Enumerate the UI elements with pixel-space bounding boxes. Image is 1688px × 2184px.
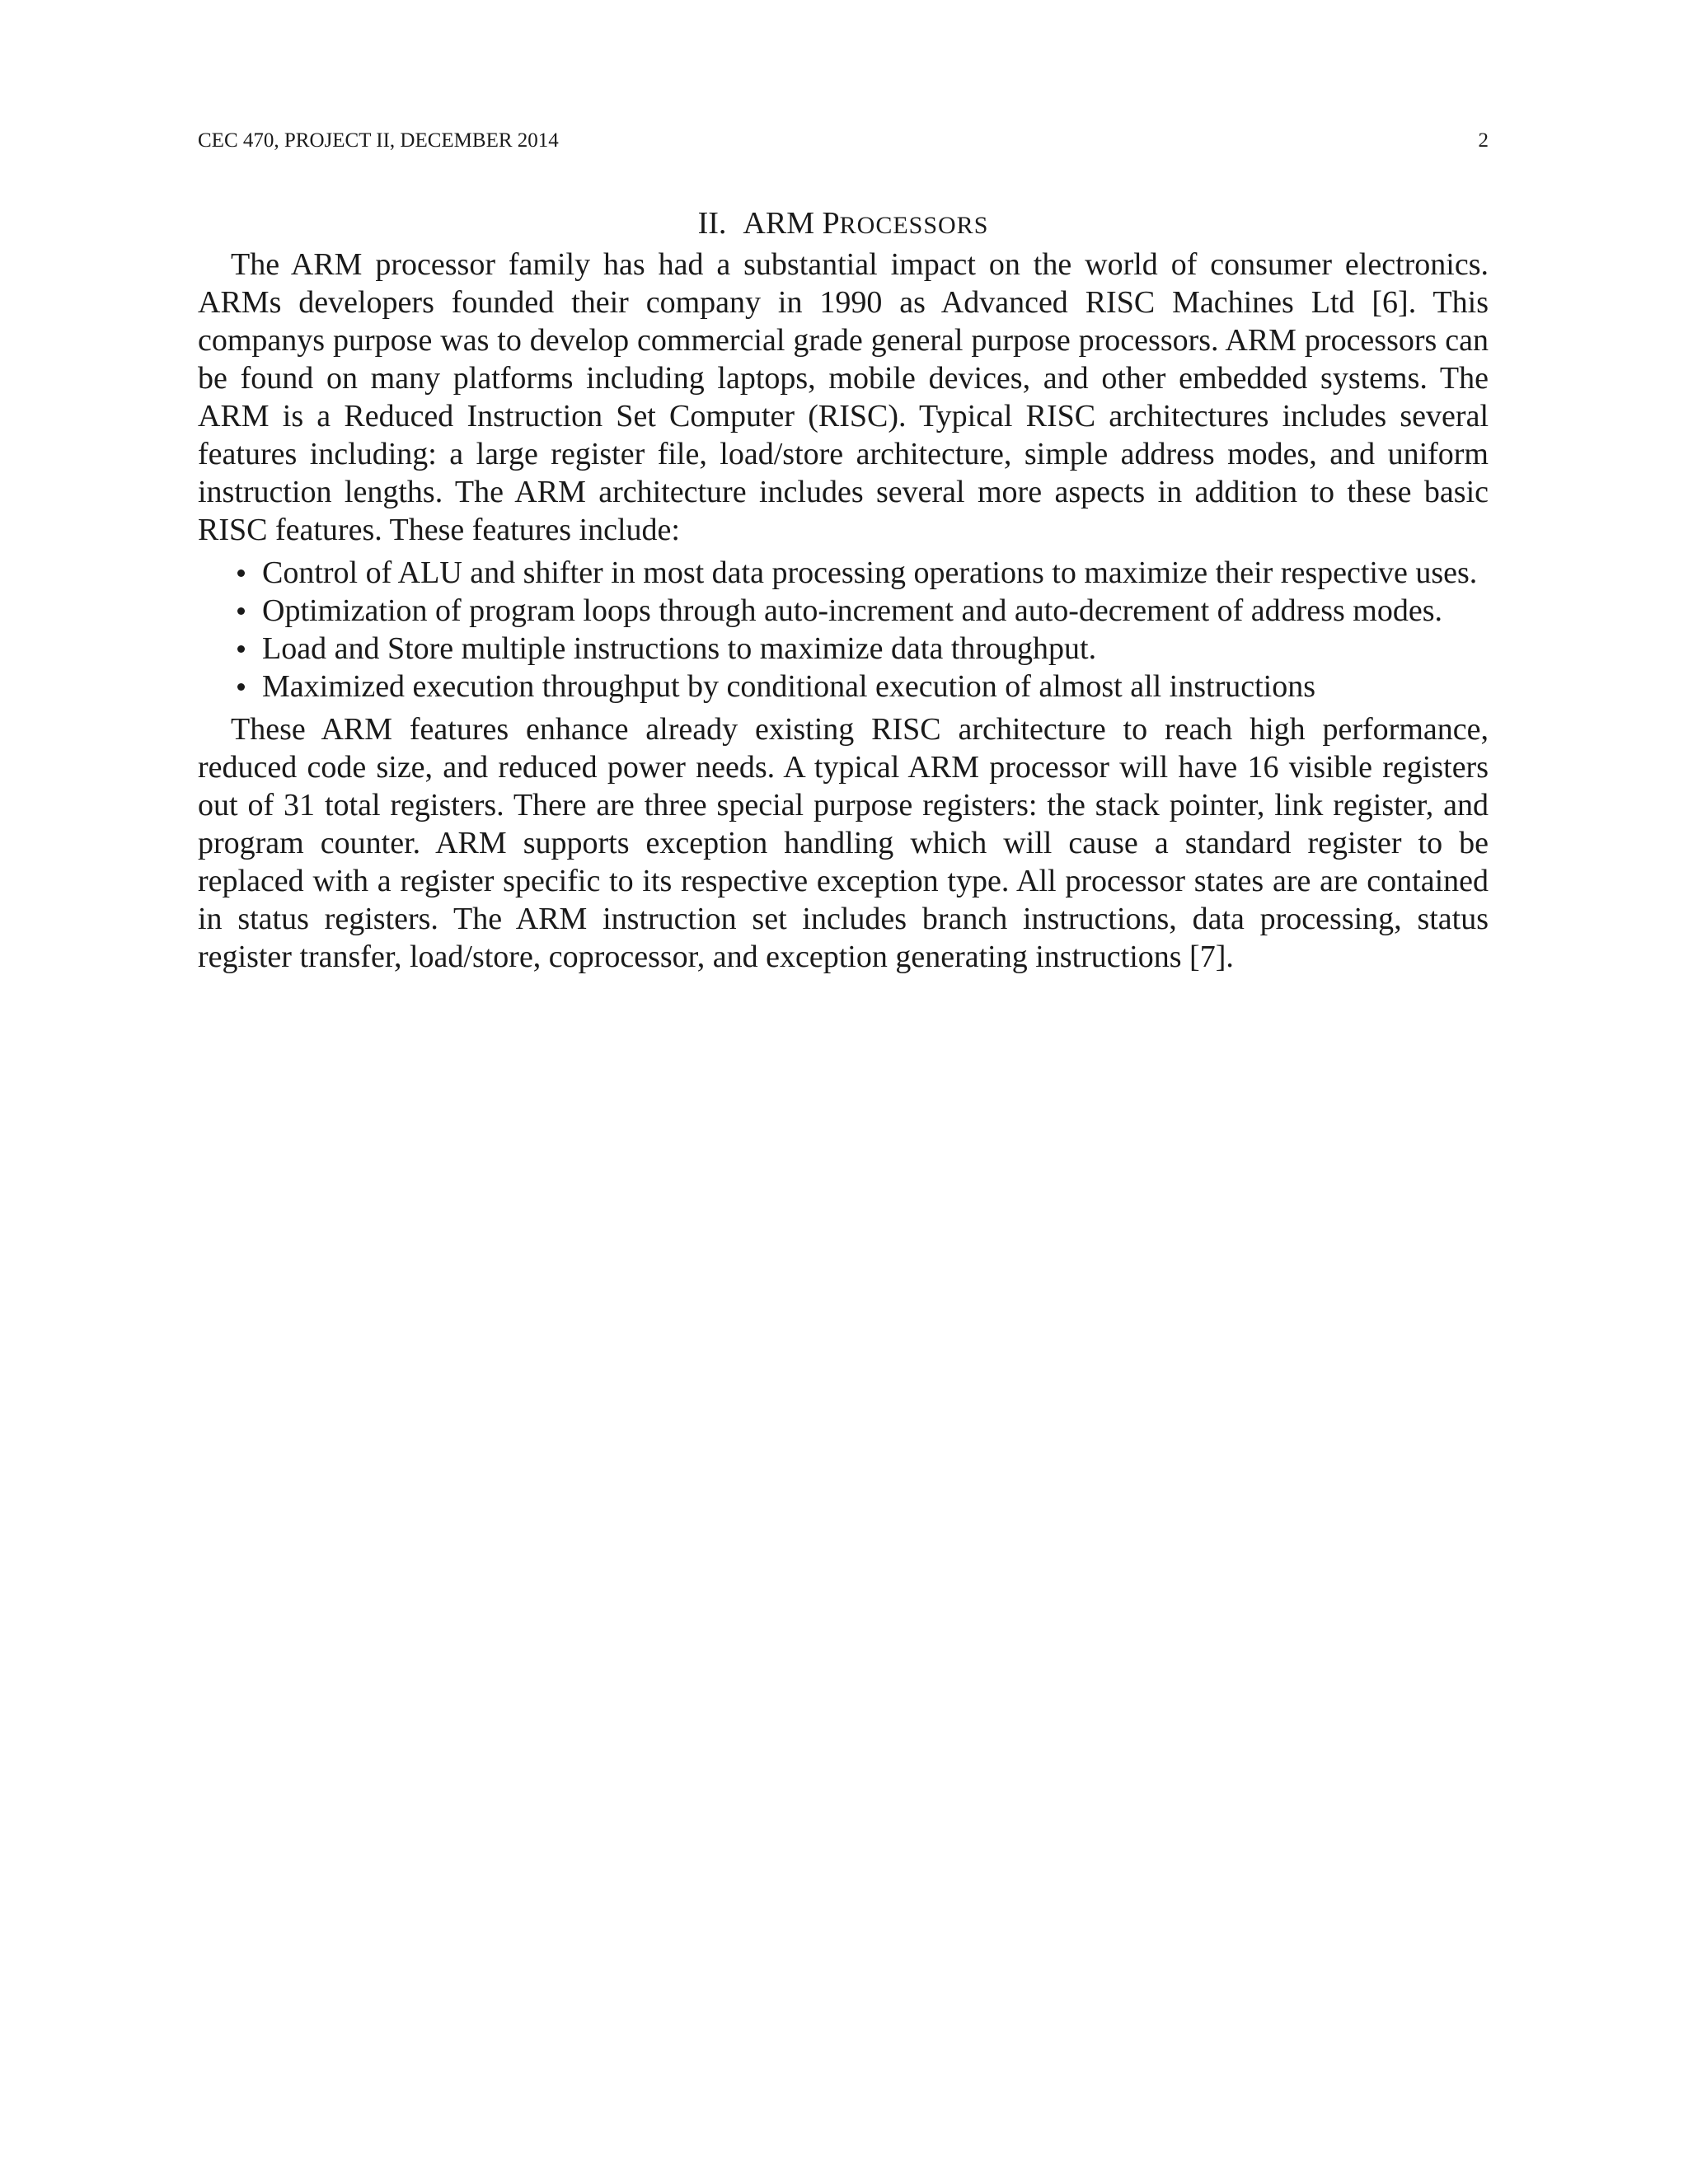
feature-list [198,554,1489,705]
running-header [198,128,1489,154]
feature-list-item [262,668,1489,705]
section-number: II. [697,206,727,241]
feature-text: Control of ALU and shifter in most data processing operations to maximize their respective uses. [262,555,1478,590]
bullet-icon [232,554,249,592]
section-heading [198,204,1489,246]
feature-list-item [262,592,1489,630]
feature-text: Optimization of program loops through auto-increment and auto-decrement of address modes. [262,593,1442,628]
feature-list-item [262,554,1489,592]
bullet-icon [232,668,249,705]
feature-text: Load and Store multiple instructions to maximize data throughput. [262,631,1097,666]
feature-text: Maximized execution throughput by conditional execution of almost all instructions [262,669,1316,704]
section-title-initial: ARM P [743,206,840,241]
bullet-icon [232,592,249,630]
closing-paragraph: These ARM features enhance already existing RISC architecture to reach high performance, reduced code size, and reduced power needs. A typical ARM processor will have 16 visible registers out of 31 total registers. There are three special purpose registers: the stack pointer, link register, and program counter. ARM supports exception handling which will cause a standard register to be replaced with a register specific to its respective exception type. All processor states are are contained in status registers. The ARM instruction set includes branch instructions, data processing, status register transfer, load/store, coprocessor, and exception generating instructions [7]. [198,712,1489,974]
page-number: 2 [1478,129,1489,152]
bullet-icon [232,630,249,668]
feature-list-item [262,630,1489,668]
section-title-rest: ROCESSORS [839,212,989,239]
intro-paragraph: The ARM processor family has had a substantial impact on the world of consumer electronics. ARMs developers founded their company in 1990 as Advanced RISC Machines Ltd [6]. This companys purpose was to develop commercial grade general purpose processors. ARM processors can be found on many platforms including laptops, mobile devices, and other embedded systems. The ARM is a Reduced Instruction Set Computer (RISC). Typical RISC architectures includes several features including: a large register file, load/store architecture, simple address modes, and uniform instruction lengths. The ARM architecture includes several more aspects in addition to these basic RISC features. These features include: [198,247,1489,547]
running-header-title: CEC 470, PROJECT II, DECEMBER 2014 [198,129,559,152]
page-body [198,204,1489,976]
